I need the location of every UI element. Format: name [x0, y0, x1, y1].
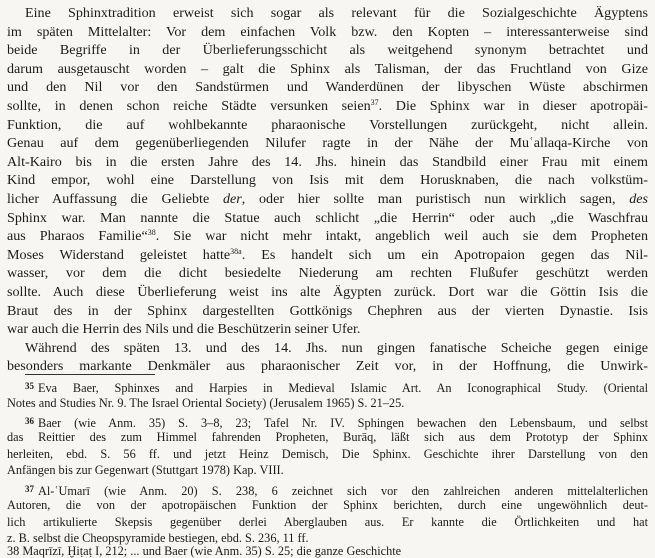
footnotes: [7, 378, 648, 558]
body-line: beide Begriffe in der Überlieferungsschicht als weitgehend synonym betrachtet und: [7, 42, 648, 59]
footnote-37-line: Autoren, die von der apotropäischen Funktion der Sphinx berichten, durch eine ungewöhnlich deut-: [7, 498, 648, 513]
body-line: Alt-Kairo bis in die ersten Jahre des 14. Jhs. hinein das Standbild einer Frau mit einem: [7, 153, 648, 170]
body-line: Genau auf dem gegenüberliegenden Nilufer ragte in der Nähe der Muʿallaqa-Kirche von: [7, 135, 648, 152]
body-line: licher Auffassung die Geliebte der, oder hier sollte man puristisch nun wirklich sagen, des: [7, 190, 649, 207]
footnote-35-line: Notes and Studies Nr. 9. The Israel Oriental Society) (Jerusalem 1965) S. 21–25.: [7, 395, 405, 410]
body-line: besonders markante Denkmäler aus pharaonischer Zeit vor, in der Hoffnung, die Unwirk-: [7, 358, 648, 375]
body-line: sollte. Auch diese Überlieferung weist ins alte Ägypten zurück. Dort war die Göttin Isis die: [7, 283, 648, 300]
footnote-36-line: das Reittier des zum Himmel fahrenden Propheten, Burāq, läßt sich aus dem Prototyp der Sphinx: [7, 430, 648, 445]
footnote-rule: [25, 374, 155, 375]
body-line: Braut des in der Sphinx dargestellten Gottkönigs Chephren aus der vierten Dynastie. Isis: [7, 302, 648, 319]
footnote-36-line: Anfängen bis zur Gegenwart (Stuttgart 1978) Kap. VIII.: [7, 463, 284, 478]
footnote-35-line: $^{35}$ Eva Baer, Sphinxes and Harpies in Medieval Islamic Art. An Iconographical Study. (Oriental: [25, 381, 648, 395]
footnote-36-line: herleiten, ebd. S. 56 ff. und jetzt Heinz Demisch, Die Sphinx. Geschichte ihrer Darstellung von den: [7, 446, 648, 461]
body-line: darum ausgetauscht worden – galt die Sphinx als Talisman, der das Fruchtland von Gize: [7, 60, 648, 77]
footnote-37-line: lich artikulierte Skepsis gegenüber derlei Aberglauben aus. Er kannte die Örtlichkeiten und hat: [7, 514, 648, 529]
body-line: wasser, vor dem die dicht besiedelte Niederung am rechten Flußufer geschützt werden: [7, 265, 648, 282]
body-line: Funktion, die auf wohlbekannte pharaonische Vorstellungen zurückgeht, nicht allein.: [7, 116, 648, 133]
body-line: sollte, in denen schon reiche Städte versunken seien$^{37}$. Die Sphinx war in dieser apotropäi-: [7, 97, 648, 114]
body-line: war auch die Herrin des Nils und die Beschützerin seiner Ufer.: [7, 321, 361, 338]
main-text: [7, 0, 648, 376]
body-line: Kind empor, wohl eine Darstellung von Isis mit dem Horusknaben, die nach volkstüm-: [7, 172, 648, 189]
body-line: aus Pharaos Familie“$^{38}$. Sie war nicht mehr intakt, angeblich weil auch sie dem Propheten: [7, 228, 648, 245]
body-line: und den Nil vor den Sandstürmen und Wanderdünen der libyschen Wüste abschirmen: [7, 79, 648, 96]
body-line: im späten Mittelalter: Vor dem einfachen Volk bzw. den Kopten – interessanterweise sind: [7, 23, 648, 40]
footnote-ref-38: 38: [147, 228, 156, 238]
footnote-36-line: $^{36}$ Baer (wie Anm. 35) S. 3–8, 23; Tafel Nr. IV. Sphingen bewachen den Lebensbaum, und selbst: [25, 415, 648, 430]
body-line: Eine Sphinxtradition erweist sich sogar als relevant für die Sozialgeschichte Ägyptens: [25, 5, 648, 21]
footnote-37-line: z. B. selbst die Cheopspyramide bestiegen, ebd. S. 236, 11 ff.: [7, 531, 309, 546]
body-line: Während des späten 13. und des 14. Jhs. nun gingen fanatische Scheiche gegen einige: [25, 339, 648, 356]
body-line: Sphinx war. Man nannte die Statue auch schlicht „die Herrin“ oder auch „die Waschfrau: [7, 209, 648, 226]
body-line: Moses Widerstand geleistet hatte$^{38a}$. Es handelt sich um ein Apotropaion gegen das Nil-: [7, 246, 648, 263]
cut-off-footnote-line: 38 Maqrīzī, Ḫiṭaṭ I, 212; ... und Baer (wie Anm. 35) S. 25; die ganze Geschichte: [7, 543, 402, 558]
footnote-37-line: $^{37}$ Al-ʿUmarī (wie Anm. 20) S. 238, 6 zeichnet sich vor den zahlreichen anderen mittelalterlichen: [25, 483, 648, 498]
footnote-ref-38a: 38a: [230, 246, 242, 256]
footnote-ref-37: 37: [370, 97, 379, 107]
